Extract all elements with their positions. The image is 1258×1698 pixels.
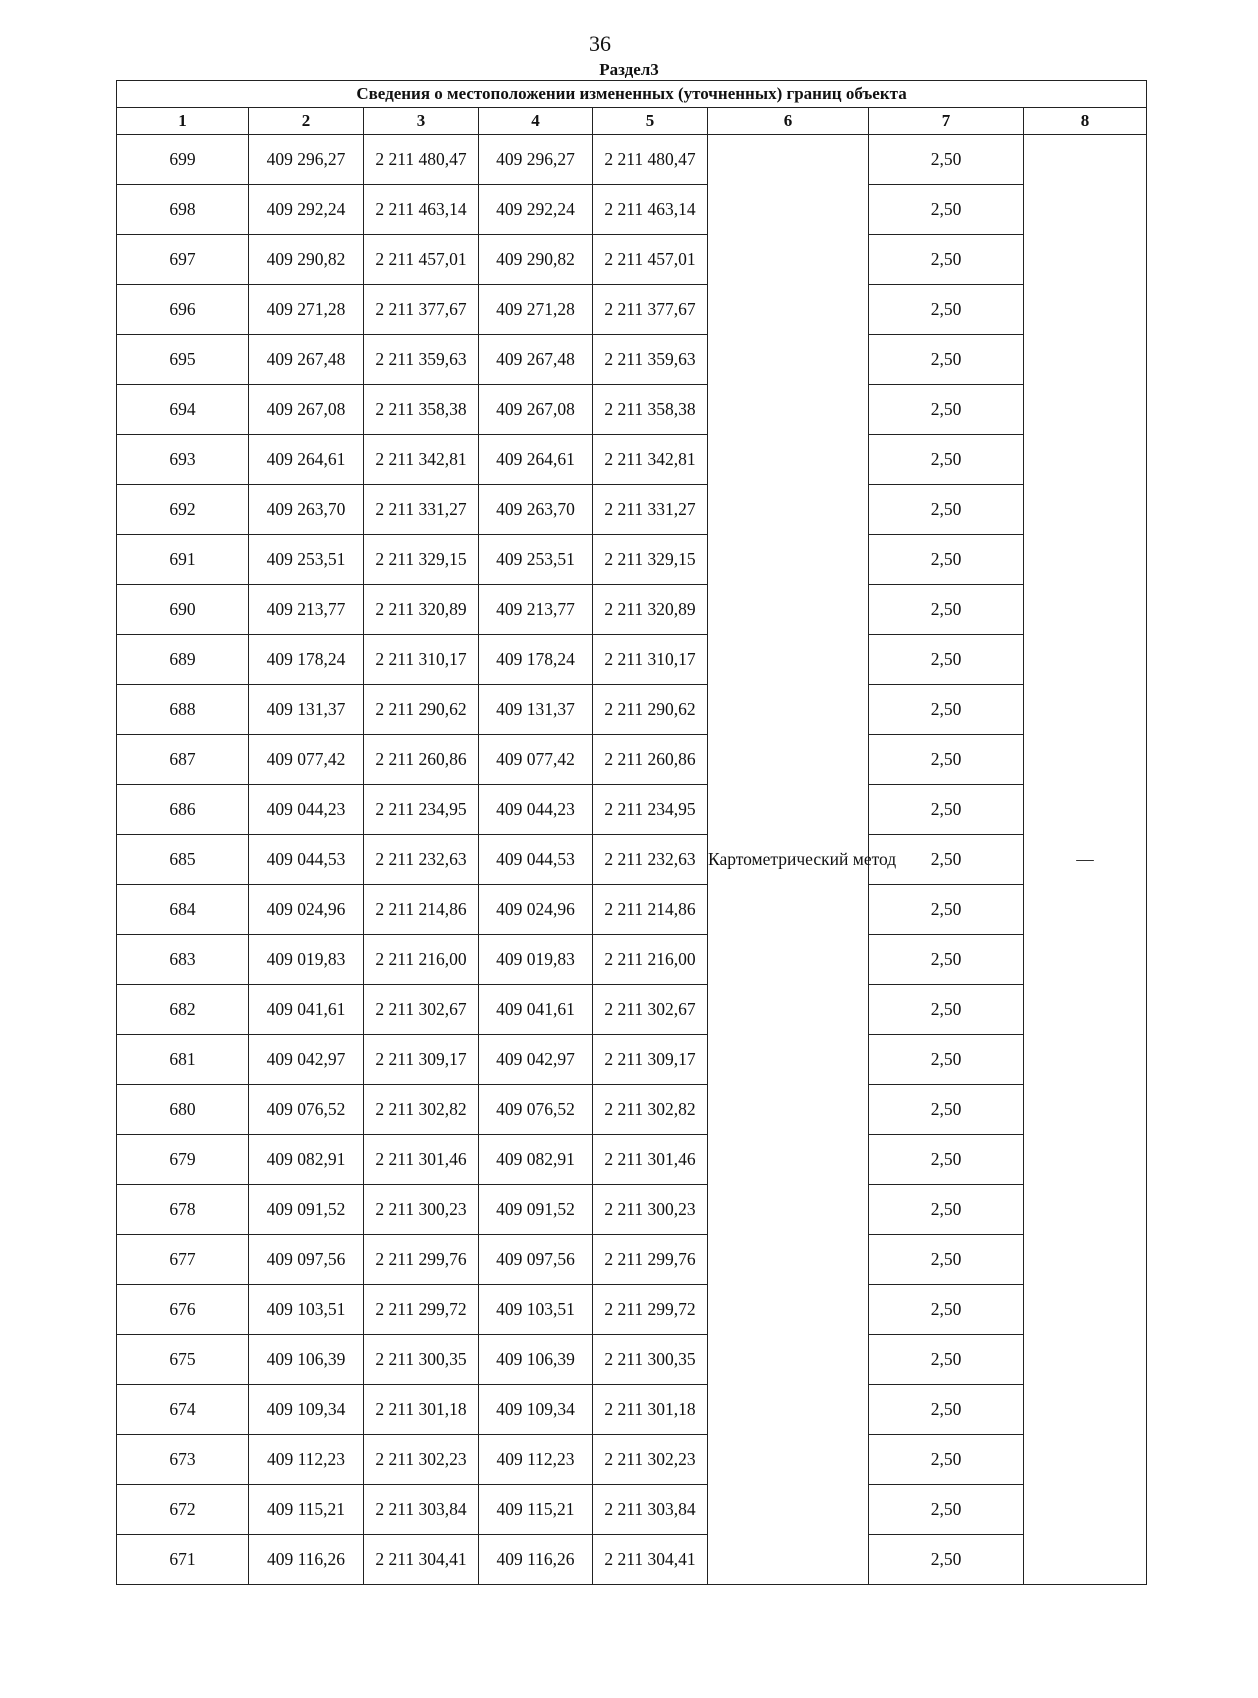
y-new-cell: 2 211 214,86 — [593, 885, 708, 935]
y-new-cell: 2 211 302,82 — [593, 1085, 708, 1135]
x-new-cell: 409 267,08 — [479, 385, 593, 435]
y-existing-cell: 2 211 232,63 — [364, 835, 479, 885]
table-row — [117, 985, 1147, 1035]
y-existing-cell: 2 211 302,23 — [364, 1435, 479, 1485]
x-new-cell: 409 264,61 — [479, 435, 593, 485]
point-number-cell: 679 — [117, 1135, 249, 1185]
y-existing-cell: 2 211 302,67 — [364, 985, 479, 1035]
point-number-cell: 695 — [117, 335, 249, 385]
x-new-cell: 409 115,21 — [479, 1485, 593, 1535]
x-new-cell: 409 019,83 — [479, 935, 593, 985]
y-new-cell: 2 211 299,76 — [593, 1235, 708, 1285]
table-row — [117, 135, 1147, 185]
x-new-cell: 409 178,24 — [479, 635, 593, 685]
y-new-cell: 2 211 216,00 — [593, 935, 708, 985]
point-number-cell: 671 — [117, 1535, 249, 1585]
precision-cell: 2,50 — [869, 1135, 1024, 1185]
table-row — [117, 685, 1147, 735]
table-row — [117, 335, 1147, 385]
table-row — [117, 435, 1147, 485]
point-number-cell: 674 — [117, 1385, 249, 1435]
x-existing-cell: 409 115,21 — [249, 1485, 364, 1535]
column-number: 5 — [593, 108, 708, 135]
y-existing-cell: 2 211 302,82 — [364, 1085, 479, 1135]
point-number-cell: 687 — [117, 735, 249, 785]
point-number-cell: 680 — [117, 1085, 249, 1135]
precision-cell: 2,50 — [869, 135, 1024, 185]
y-existing-cell: 2 211 480,47 — [364, 135, 479, 185]
x-existing-cell: 409 290,82 — [249, 235, 364, 285]
x-new-cell: 409 263,70 — [479, 485, 593, 535]
y-existing-cell: 2 211 290,62 — [364, 685, 479, 735]
table-row — [117, 1085, 1147, 1135]
y-existing-cell: 2 211 300,35 — [364, 1335, 479, 1385]
x-existing-cell: 409 041,61 — [249, 985, 364, 1035]
precision-cell: 2,50 — [869, 1285, 1024, 1335]
table-row — [117, 1485, 1147, 1535]
x-existing-cell: 409 253,51 — [249, 535, 364, 585]
y-new-cell: 2 211 377,67 — [593, 285, 708, 335]
x-new-cell: 409 044,53 — [479, 835, 593, 885]
precision-cell: 2,50 — [869, 635, 1024, 685]
x-existing-cell: 409 116,26 — [249, 1535, 364, 1585]
x-new-cell: 409 076,52 — [479, 1085, 593, 1135]
table-body — [117, 135, 1147, 1585]
y-new-cell: 2 211 303,84 — [593, 1485, 708, 1535]
point-number-cell: 688 — [117, 685, 249, 735]
precision-cell: 2,50 — [869, 985, 1024, 1035]
y-new-cell: 2 211 301,18 — [593, 1385, 708, 1435]
y-existing-cell: 2 211 377,67 — [364, 285, 479, 335]
x-new-cell: 409 106,39 — [479, 1335, 593, 1385]
precision-cell: 2,50 — [869, 1535, 1024, 1585]
table-row — [117, 835, 1147, 885]
x-existing-cell: 409 044,23 — [249, 785, 364, 835]
column-number: 3 — [364, 108, 479, 135]
table-row — [117, 635, 1147, 685]
point-number-cell: 682 — [117, 985, 249, 1035]
precision-cell: 2,50 — [869, 1035, 1024, 1085]
precision-cell: 2,50 — [869, 385, 1024, 435]
x-existing-cell: 409 112,23 — [249, 1435, 364, 1485]
table-row — [117, 885, 1147, 935]
table-row — [117, 1335, 1147, 1385]
precision-cell: 2,50 — [869, 1335, 1024, 1385]
point-number-cell: 683 — [117, 935, 249, 985]
precision-cell: 2,50 — [869, 1435, 1024, 1485]
y-new-cell: 2 211 329,15 — [593, 535, 708, 585]
x-existing-cell: 409 103,51 — [249, 1285, 364, 1335]
x-new-cell: 409 292,24 — [479, 185, 593, 235]
y-new-cell: 2 211 480,47 — [593, 135, 708, 185]
x-existing-cell: 409 178,24 — [249, 635, 364, 685]
x-existing-cell: 409 082,91 — [249, 1135, 364, 1185]
column-number: 4 — [479, 108, 593, 135]
y-existing-cell: 2 211 214,86 — [364, 885, 479, 935]
x-new-cell: 409 253,51 — [479, 535, 593, 585]
y-new-cell: 2 211 290,62 — [593, 685, 708, 735]
table-row — [117, 235, 1147, 285]
x-existing-cell: 409 019,83 — [249, 935, 364, 985]
y-new-cell: 2 211 260,86 — [593, 735, 708, 785]
x-new-cell: 409 131,37 — [479, 685, 593, 735]
column-number-row — [117, 108, 1147, 135]
x-existing-cell: 409 076,52 — [249, 1085, 364, 1135]
y-new-cell: 2 211 304,41 — [593, 1535, 708, 1585]
x-existing-cell: 409 264,61 — [249, 435, 364, 485]
y-existing-cell: 2 211 342,81 — [364, 435, 479, 485]
table-row — [117, 935, 1147, 985]
x-new-cell: 409 044,23 — [479, 785, 593, 835]
point-number-cell: 693 — [117, 435, 249, 485]
y-existing-cell: 2 211 303,84 — [364, 1485, 479, 1535]
x-existing-cell: 409 077,42 — [249, 735, 364, 785]
point-number-cell: 694 — [117, 385, 249, 435]
precision-cell: 2,50 — [869, 1235, 1024, 1285]
column-8-cell: — — [1024, 135, 1147, 1585]
y-existing-cell: 2 211 260,86 — [364, 735, 479, 785]
point-number-cell: 696 — [117, 285, 249, 335]
table-row — [117, 1435, 1147, 1485]
table-row — [117, 1535, 1147, 1585]
x-existing-cell: 409 213,77 — [249, 585, 364, 635]
point-number-cell: 678 — [117, 1185, 249, 1235]
y-new-cell: 2 211 457,01 — [593, 235, 708, 285]
x-new-cell: 409 290,82 — [479, 235, 593, 285]
y-new-cell: 2 211 463,14 — [593, 185, 708, 235]
column-number: 8 — [1024, 108, 1147, 135]
precision-cell: 2,50 — [869, 235, 1024, 285]
x-existing-cell: 409 106,39 — [249, 1335, 364, 1385]
y-existing-cell: 2 211 457,01 — [364, 235, 479, 285]
precision-cell: 2,50 — [869, 185, 1024, 235]
x-new-cell: 409 042,97 — [479, 1035, 593, 1085]
point-number-cell: 691 — [117, 535, 249, 585]
table-row — [117, 1135, 1147, 1185]
table-row — [117, 735, 1147, 785]
table-row — [117, 1285, 1147, 1335]
section-title: Раздел3 — [599, 60, 659, 79]
y-new-cell: 2 211 232,63 — [593, 835, 708, 885]
table-row — [117, 485, 1147, 535]
table-row — [117, 535, 1147, 585]
y-new-cell: 2 211 359,63 — [593, 335, 708, 385]
page-number: 36 — [589, 31, 611, 56]
column-number: 6 — [708, 108, 869, 135]
y-new-cell: 2 211 302,23 — [593, 1435, 708, 1485]
x-existing-cell: 409 267,48 — [249, 335, 364, 385]
y-existing-cell: 2 211 299,72 — [364, 1285, 479, 1335]
x-new-cell: 409 271,28 — [479, 285, 593, 335]
x-new-cell: 409 091,52 — [479, 1185, 593, 1235]
x-new-cell: 409 097,56 — [479, 1235, 593, 1285]
x-existing-cell: 409 024,96 — [249, 885, 364, 935]
point-number-cell: 672 — [117, 1485, 249, 1535]
precision-cell: 2,50 — [869, 835, 1024, 885]
y-new-cell: 2 211 309,17 — [593, 1035, 708, 1085]
y-existing-cell: 2 211 299,76 — [364, 1235, 479, 1285]
precision-cell: 2,50 — [869, 585, 1024, 635]
y-new-cell: 2 211 301,46 — [593, 1135, 708, 1185]
y-existing-cell: 2 211 463,14 — [364, 185, 479, 235]
point-number-cell: 686 — [117, 785, 249, 835]
x-new-cell: 409 024,96 — [479, 885, 593, 935]
y-existing-cell: 2 211 310,17 — [364, 635, 479, 685]
precision-cell: 2,50 — [869, 735, 1024, 785]
point-number-cell: 690 — [117, 585, 249, 635]
y-existing-cell: 2 211 234,95 — [364, 785, 479, 835]
y-existing-cell: 2 211 329,15 — [364, 535, 479, 585]
precision-cell: 2,50 — [869, 485, 1024, 535]
point-number-cell: 685 — [117, 835, 249, 885]
precision-cell: 2,50 — [869, 1385, 1024, 1435]
x-new-cell: 409 116,26 — [479, 1535, 593, 1585]
x-new-cell: 409 082,91 — [479, 1135, 593, 1185]
y-existing-cell: 2 211 216,00 — [364, 935, 479, 985]
x-existing-cell: 409 296,27 — [249, 135, 364, 185]
table-row — [117, 185, 1147, 235]
table-row — [117, 1035, 1147, 1085]
precision-cell: 2,50 — [869, 435, 1024, 485]
table-row — [117, 285, 1147, 335]
y-existing-cell: 2 211 300,23 — [364, 1185, 479, 1235]
y-existing-cell: 2 211 359,63 — [364, 335, 479, 385]
point-number-cell: 684 — [117, 885, 249, 935]
y-existing-cell: 2 211 320,89 — [364, 585, 479, 635]
x-new-cell: 409 109,34 — [479, 1385, 593, 1435]
column-number: 7 — [869, 108, 1024, 135]
x-existing-cell: 409 097,56 — [249, 1235, 364, 1285]
precision-cell: 2,50 — [869, 1485, 1024, 1535]
x-new-cell: 409 041,61 — [479, 985, 593, 1035]
table-row — [117, 1385, 1147, 1435]
method-cell: Картометрический метод — [708, 135, 869, 1585]
x-new-cell: 409 077,42 — [479, 735, 593, 785]
x-existing-cell: 409 263,70 — [249, 485, 364, 535]
x-new-cell: 409 213,77 — [479, 585, 593, 635]
table-row — [117, 385, 1147, 435]
x-existing-cell: 409 271,28 — [249, 285, 364, 335]
x-new-cell: 409 103,51 — [479, 1285, 593, 1335]
boundary-coordinates-table — [116, 80, 1147, 1585]
y-existing-cell: 2 211 331,27 — [364, 485, 479, 535]
y-new-cell: 2 211 310,17 — [593, 635, 708, 685]
x-existing-cell: 409 042,97 — [249, 1035, 364, 1085]
table-row — [117, 585, 1147, 635]
y-new-cell: 2 211 234,95 — [593, 785, 708, 835]
precision-cell: 2,50 — [869, 685, 1024, 735]
x-existing-cell: 409 292,24 — [249, 185, 364, 235]
y-existing-cell: 2 211 301,18 — [364, 1385, 479, 1435]
precision-cell: 2,50 — [869, 935, 1024, 985]
y-new-cell: 2 211 320,89 — [593, 585, 708, 635]
y-new-cell: 2 211 358,38 — [593, 385, 708, 435]
column-number: 1 — [117, 108, 249, 135]
y-new-cell: 2 211 299,72 — [593, 1285, 708, 1335]
x-existing-cell: 409 267,08 — [249, 385, 364, 435]
point-number-cell: 698 — [117, 185, 249, 235]
table-row — [117, 1185, 1147, 1235]
y-new-cell: 2 211 342,81 — [593, 435, 708, 485]
y-existing-cell: 2 211 358,38 — [364, 385, 479, 435]
point-number-cell: 692 — [117, 485, 249, 535]
point-number-cell: 699 — [117, 135, 249, 185]
y-existing-cell: 2 211 304,41 — [364, 1535, 479, 1585]
x-new-cell: 409 267,48 — [479, 335, 593, 385]
precision-cell: 2,50 — [869, 785, 1024, 835]
table-row — [117, 1235, 1147, 1285]
precision-cell: 2,50 — [869, 1085, 1024, 1135]
x-existing-cell: 409 091,52 — [249, 1185, 364, 1235]
y-existing-cell: 2 211 309,17 — [364, 1035, 479, 1085]
point-number-cell: 676 — [117, 1285, 249, 1335]
y-new-cell: 2 211 300,23 — [593, 1185, 708, 1235]
x-new-cell: 409 296,27 — [479, 135, 593, 185]
y-existing-cell: 2 211 301,46 — [364, 1135, 479, 1185]
x-existing-cell: 409 109,34 — [249, 1385, 364, 1435]
precision-cell: 2,50 — [869, 535, 1024, 585]
y-new-cell: 2 211 302,67 — [593, 985, 708, 1035]
precision-cell: 2,50 — [869, 335, 1024, 385]
precision-cell: 2,50 — [869, 1185, 1024, 1235]
point-number-cell: 689 — [117, 635, 249, 685]
point-number-cell: 677 — [117, 1235, 249, 1285]
point-number-cell: 675 — [117, 1335, 249, 1385]
precision-cell: 2,50 — [869, 285, 1024, 335]
y-new-cell: 2 211 331,27 — [593, 485, 708, 535]
point-number-cell: 673 — [117, 1435, 249, 1485]
precision-cell: 2,50 — [869, 885, 1024, 935]
table-row — [117, 785, 1147, 835]
point-number-cell: 681 — [117, 1035, 249, 1085]
table-caption: Сведения о местоположении измененных (уточненных) границ объекта — [117, 81, 1147, 108]
x-new-cell: 409 112,23 — [479, 1435, 593, 1485]
y-new-cell: 2 211 300,35 — [593, 1335, 708, 1385]
point-number-cell: 697 — [117, 235, 249, 285]
x-existing-cell: 409 044,53 — [249, 835, 364, 885]
x-existing-cell: 409 131,37 — [249, 685, 364, 735]
column-number: 2 — [249, 108, 364, 135]
